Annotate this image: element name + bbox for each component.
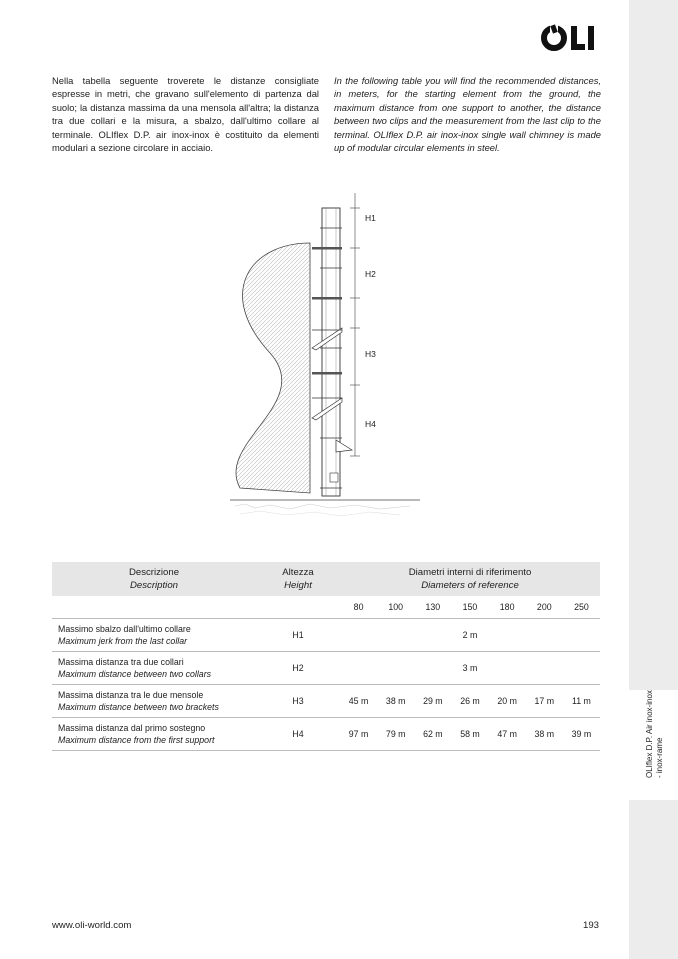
row-height: H2	[256, 652, 340, 685]
row-value: 11 m	[563, 685, 600, 718]
page-number: 193	[583, 920, 600, 931]
row-value: 20 m	[489, 685, 526, 718]
table-row-h2	[52, 652, 600, 685]
row-description: Massima distanza dal primo sostegno Maximum distance from the first support	[52, 718, 256, 751]
row-description: Massima distanza tra le due mensole Maximum distance between two brackets	[52, 685, 256, 718]
chimney-diagram	[230, 188, 425, 533]
label-h3: H3	[365, 349, 376, 359]
tee-fitting	[336, 440, 352, 452]
diameter-cell: 180	[489, 596, 526, 619]
row-value: 3 m	[340, 652, 600, 685]
row-value: 58 m	[451, 718, 488, 751]
row-height: H3	[256, 685, 340, 718]
header-diameters: Diametri interni di riferimento Diameters of reference	[340, 562, 600, 596]
table-row-h1	[52, 619, 600, 652]
side-band	[629, 0, 678, 959]
intro-text-english: In the following table you will find the recommended distances, in meters, for the starting element from the ground, the maximum distance from one support to another, the distance between two clips and the measurement from the last clip to the terminal. OLIflex D.P. air inox-inox single wall chimney is made up of modular circular elements in steel.	[334, 75, 601, 154]
row-value: 62 m	[414, 718, 451, 751]
row-value: 29 m	[414, 685, 451, 718]
row-value: 97 m	[340, 718, 377, 751]
row-description: Massima distanza tra due collari Maximum distance between two collars	[52, 652, 256, 685]
row-value: 2 m	[340, 619, 600, 652]
diameter-cell: 250	[563, 596, 600, 619]
label-h2: H2	[365, 269, 376, 279]
distance-table	[52, 562, 600, 751]
header-description: Descrizione Description	[52, 562, 256, 596]
row-height: H4	[256, 718, 340, 751]
diameter-cell: 80	[340, 596, 377, 619]
row-value: 38 m	[526, 718, 563, 751]
row-value: 45 m	[340, 685, 377, 718]
diameter-cell: 100	[377, 596, 414, 619]
wall-section	[236, 243, 310, 493]
row-value: 47 m	[489, 718, 526, 751]
row-value: 39 m	[563, 718, 600, 751]
label-h4: H4	[365, 419, 376, 429]
row-value: 17 m	[526, 685, 563, 718]
row-value: 79 m	[377, 718, 414, 751]
diameter-cell: 130	[414, 596, 451, 619]
diameter-cell: 200	[526, 596, 563, 619]
row-value: 38 m	[377, 685, 414, 718]
table-row-h3	[52, 685, 600, 718]
row-value: 26 m	[451, 685, 488, 718]
website-link[interactable]: www.oli-world.com	[52, 920, 132, 931]
flue-pipe	[322, 208, 340, 496]
label-h1: H1	[365, 213, 376, 223]
table-row-h4	[52, 718, 600, 751]
diameter-row	[52, 596, 600, 619]
row-description: Massimo sbalzo dall'ultimo collare Maximum jerk from the last collar	[52, 619, 256, 652]
side-section-label: OLIflex D.P. Air inox-inox - inox-rame	[645, 690, 664, 778]
header-height: Altezza Height	[256, 562, 340, 596]
intro-text-italian: Nella tabella seguente troverete le distanze consigliate espresse in metri, che gravano sull'elemento di partenza dal suolo; la distanza massima da una mensola all'altra; la distanza tra due collari e la misura, a sbalzo, dall'ultimo collare al terminale. OLIflex D.P. air inox-inox è costituito da elementi modulari a sezione circolare in acciaio.	[52, 75, 319, 154]
row-height: H1	[256, 619, 340, 652]
diameter-cell: 150	[451, 596, 488, 619]
oli-logo	[541, 22, 601, 54]
